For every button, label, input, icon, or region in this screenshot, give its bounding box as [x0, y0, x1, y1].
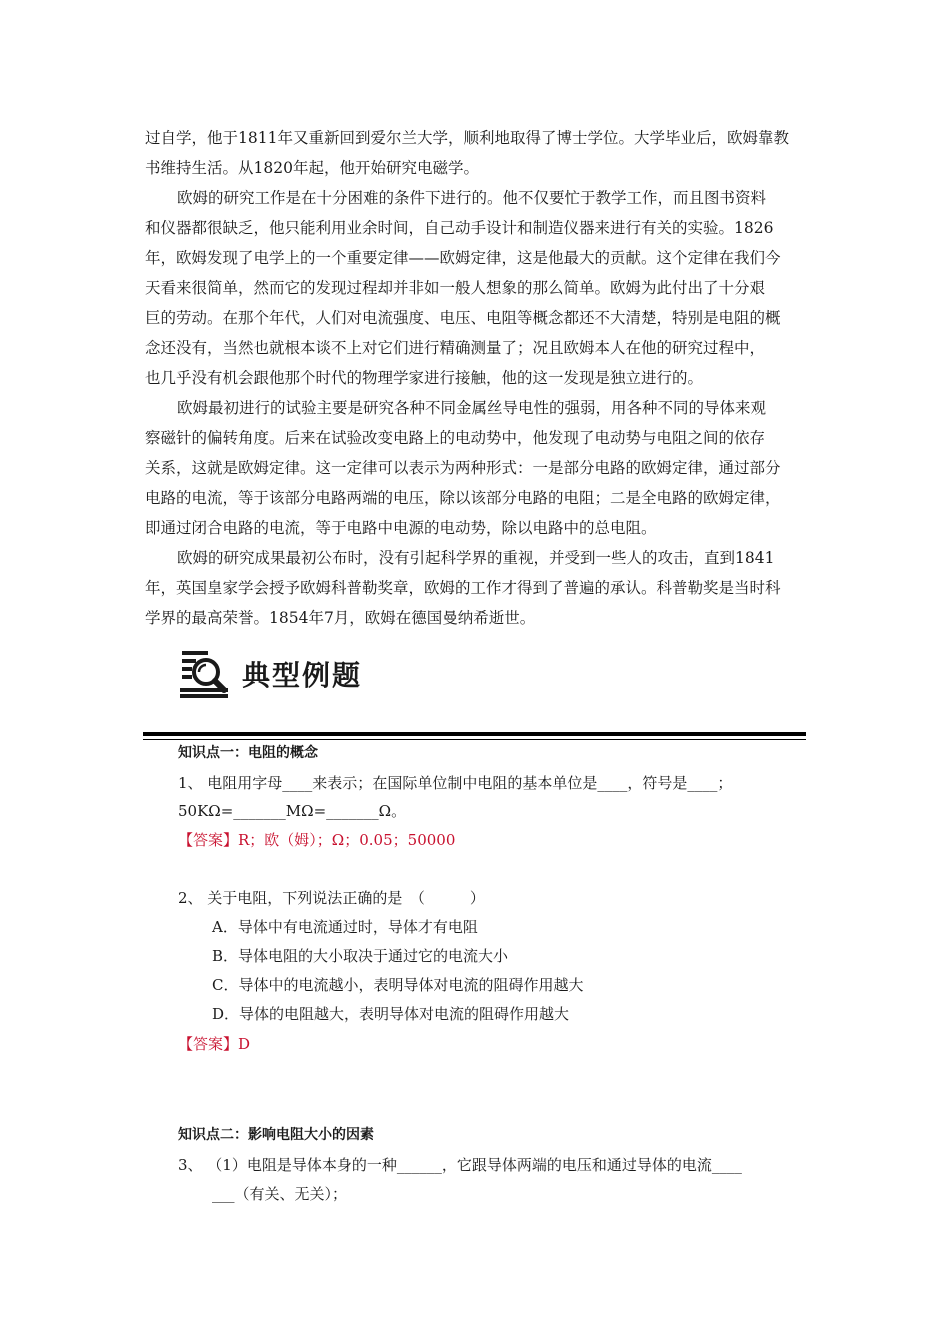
bio-line: 年，欧姆发现了电学上的一个重要定律——欧姆定律，这是他最大的贡献。这个定律在我们今 — [145, 249, 781, 267]
bio-line: 欧姆最初进行的试验主要是研究各种不同金属丝导电性的强弱，用各种不同的导体来观 — [177, 399, 767, 417]
bio-line: 欧姆的研究成果最初公布时，没有引起科学界的重视，并受到一些人的攻击，直到1841 — [177, 549, 775, 567]
magnifier-book-icon — [178, 648, 230, 700]
bio-line: 书维持生活。从1820年起，他开始研究电磁学。 — [145, 159, 479, 177]
section-title: 典型例题 — [242, 659, 363, 692]
bio-line: 欧姆的研究工作是在十分困难的条件下进行的。他不仅要忙于教学工作，而且图书资料 — [177, 189, 767, 207]
answer-line — [178, 829, 455, 851]
bio-line: 年，英国皇家学会授予欧姆科普勒奖章，欧姆的工作才得到了普遍的承认。科普勒奖是当时科 — [145, 579, 781, 597]
option-c: C．导体中的电流越小，表明导体对电流的阻碍作用越大 — [212, 976, 584, 994]
question-line: 2、 关于电阻，下列说法正确的是 （ ） — [178, 889, 485, 907]
bio-line: 和仪器都很缺乏，他只能利用业余时间，自己动手设计和制造仪器来进行有关的实验。1826 — [145, 219, 774, 237]
question-line: 50KΩ=_______MΩ=_______Ω。 — [178, 802, 407, 820]
bio-line: 天看来很简单，然而它的发现过程却并非如一般人想象的那么简单。欧姆为此付出了十分艰 — [145, 279, 766, 297]
section-header — [178, 648, 362, 700]
section-divider — [143, 739, 806, 740]
knowledge-point-title: 知识点二：影响电阻大小的因素 — [178, 1127, 374, 1143]
answer-tag: 【答案】 — [178, 831, 239, 849]
bio-line: 电路的电流，等于该部分电路两端的电压，除以该部分电路的电阻；二是全电路的欧姆定律， — [145, 489, 781, 507]
bio-line: 关系，这就是欧姆定律。这一定律可以表示为两种形式：一是部分电路的欧姆定律，通过部分 — [145, 459, 781, 477]
bio-line: 学界的最高荣誉。1854年7月，欧姆在德国曼纳希逝世。 — [145, 609, 536, 627]
answer-text: R；欧（姆）；Ω；0.05；50000 — [238, 831, 456, 849]
question-line: ___（有关、无关）； — [212, 1185, 348, 1203]
bio-line: 念还没有，当然也就根本谈不上对它们进行精确测量了；况且欧姆本人在他的研究过程中， — [145, 339, 766, 357]
answer-text: D — [238, 1035, 251, 1053]
bio-line: 也几乎没有机会跟他那个时代的物理学家进行接触，他的这一发现是独立进行的。 — [145, 369, 704, 387]
answer-tag: 【答案】 — [178, 1035, 239, 1053]
question-line: 1、 电阻用字母____来表示；在国际单位制中电阻的基本单位是____，符号是____； — [178, 774, 733, 792]
section-divider — [143, 732, 806, 736]
answer-line — [178, 1033, 250, 1055]
option-d: D．导体的电阻越大，表明导体对电流的阻碍作用越大 — [212, 1005, 570, 1023]
option-a: A．导体中有电流通过时，导体才有电阻 — [212, 918, 478, 936]
bio-line: 察磁针的偏转角度。后来在试验改变电路上的电动势中，他发现了电动势与电阻之间的依存 — [145, 429, 766, 447]
bio-line: 即通过闭合电路的电流，等于电路中电源的电动势，除以电路中的总电阻。 — [145, 519, 657, 537]
bio-line: 巨的劳动。在那个年代，人们对电流强度、电压、电阻等概念都还不大清楚，特别是电阻的概 — [145, 309, 781, 327]
option-b: B．导体电阻的大小取决于通过它的电流大小 — [212, 947, 509, 965]
bio-line: 过自学，他于1811年又重新回到爱尔兰大学，顺利地取得了博士学位。大学毕业后，欧姆靠教 — [145, 129, 789, 147]
question-line: 3、 （1）电阻是导体本身的一种______，它跟导体两端的电压和通过导体的电流____ — [178, 1156, 742, 1174]
knowledge-point-title: 知识点一：电阻的概念 — [178, 745, 318, 761]
